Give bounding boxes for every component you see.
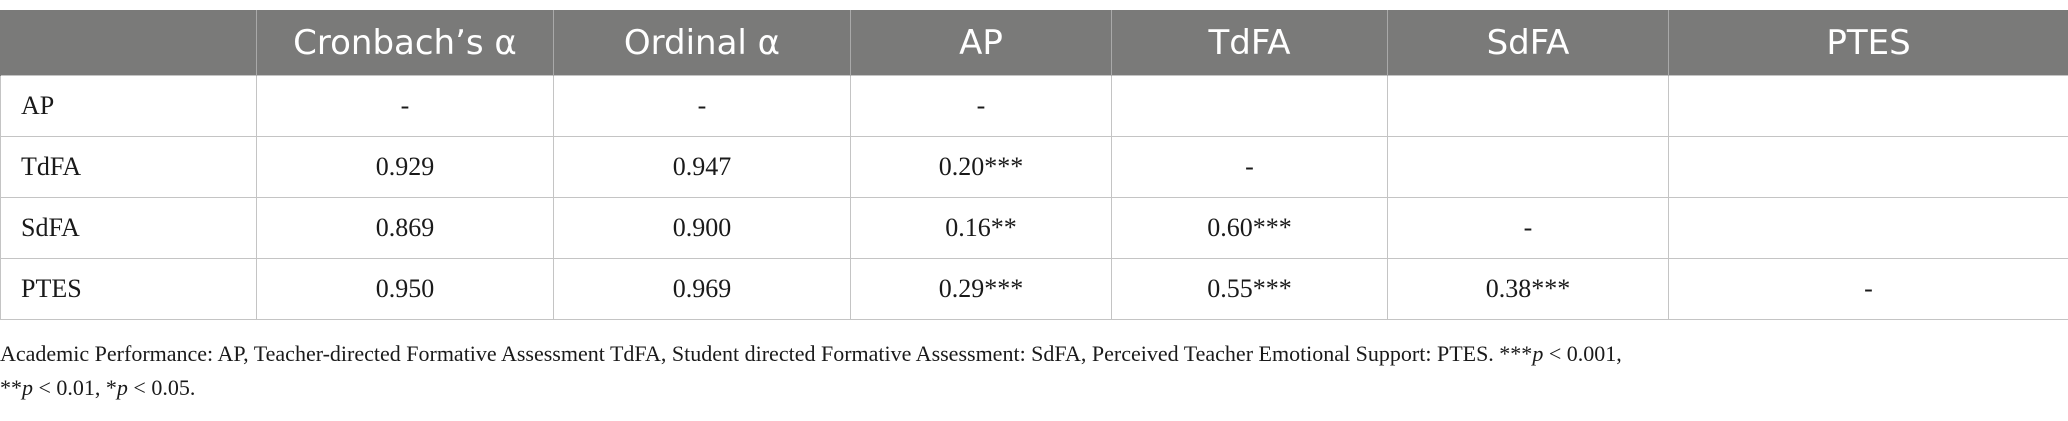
header-cell-ptes: PTES	[1669, 10, 2068, 76]
row-label-ptes: PTES	[1, 259, 257, 320]
header-cell-ordinal-alpha: Ordinal α	[554, 10, 851, 76]
table-cell: -	[851, 76, 1112, 137]
table-cell	[1669, 76, 2068, 137]
table-cell	[1388, 76, 1669, 137]
table-cell: -	[1112, 137, 1388, 198]
table-cell: 0.950	[257, 259, 554, 320]
table-cell: 0.947	[554, 137, 851, 198]
table-cell: 0.929	[257, 137, 554, 198]
footnote-p-1: p	[1532, 341, 1544, 366]
table-cell: 0.60***	[1112, 198, 1388, 259]
row-label-sdfa: SdFA	[1, 198, 257, 259]
correlation-table-container	[0, 10, 2068, 320]
table-cell: -	[554, 76, 851, 137]
row-label-tdfa: TdFA	[1, 137, 257, 198]
footnote-text-3: **	[0, 375, 22, 400]
table-row	[1, 259, 2068, 320]
table-cell: 0.969	[554, 259, 851, 320]
header-cell-ap: AP	[851, 10, 1112, 76]
table-cell: 0.869	[257, 198, 554, 259]
table-cell: -	[1388, 198, 1669, 259]
table-row	[1, 76, 2068, 137]
table-cell	[1669, 198, 2068, 259]
table-footnote	[0, 337, 2040, 405]
table-cell: 0.38***	[1388, 259, 1669, 320]
table-row	[1, 198, 2068, 259]
table-cell: -	[1669, 259, 2068, 320]
footnote-text-1: Academic Performance: AP, Teacher-directed Formative Assessment TdFA, Student directed Formative Assessment: SdFA, Perceived Teacher Emotional Support: PTES. ***	[0, 341, 1533, 366]
header-cell-tdfa: TdFA	[1112, 10, 1388, 76]
row-label-ap: AP	[1, 76, 257, 137]
header-cell-sdfa: SdFA	[1388, 10, 1669, 76]
table-cell: 0.29***	[851, 259, 1112, 320]
table-cell	[1112, 76, 1388, 137]
table-cell: 0.16**	[851, 198, 1112, 259]
table-cell: -	[257, 76, 554, 137]
footnote-text-4: < 0.01, *	[33, 375, 117, 400]
table-row	[1, 137, 2068, 198]
table-cell	[1669, 137, 2068, 198]
table-cell: 0.20***	[851, 137, 1112, 198]
table-cell: 0.900	[554, 198, 851, 259]
header-cell-cronbach-alpha: Cronbach’s α	[257, 10, 554, 76]
footnote-p-2: p	[22, 375, 33, 400]
table-cell	[1388, 137, 1669, 198]
table-header-row	[1, 10, 2068, 76]
footnote-p-3: p	[116, 375, 128, 400]
footnote-text-5: < 0.05.	[127, 375, 196, 400]
footnote-text-2: < 0.001,	[1543, 341, 1622, 366]
header-cell-empty	[1, 10, 257, 76]
correlation-table	[0, 10, 2068, 320]
table-cell: 0.55***	[1112, 259, 1388, 320]
